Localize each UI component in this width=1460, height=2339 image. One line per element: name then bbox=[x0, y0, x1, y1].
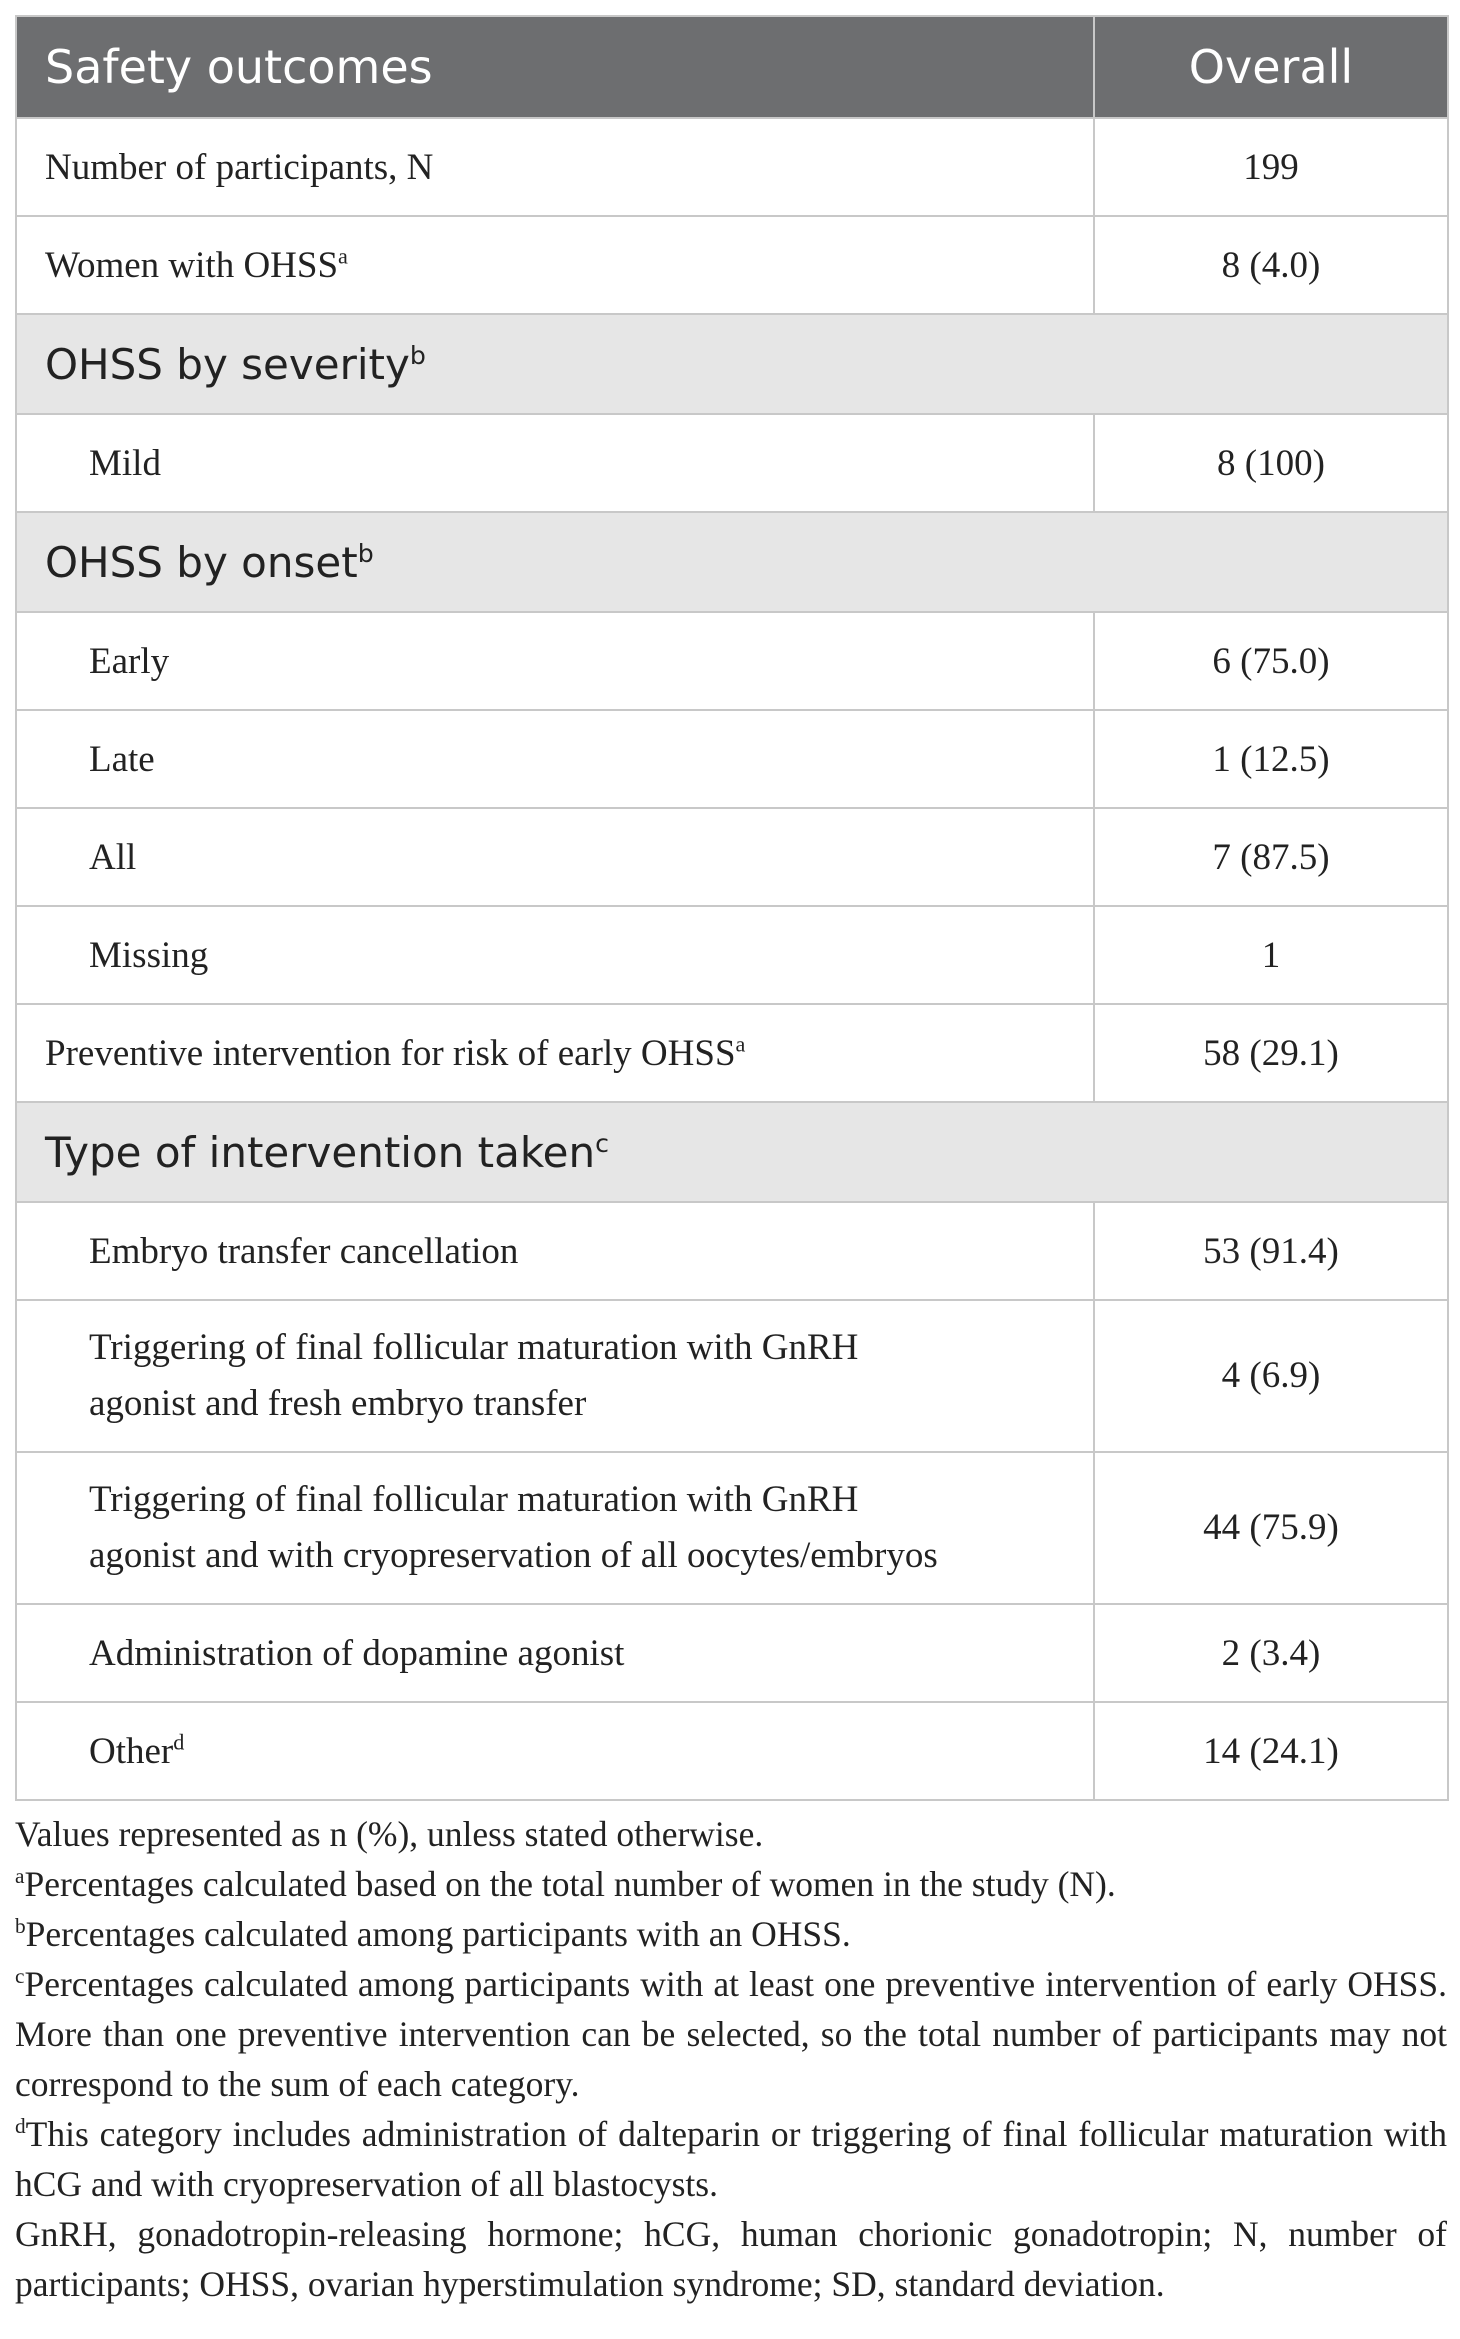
row-value: 4 (6.9) bbox=[1094, 1300, 1448, 1452]
row-value: 199 bbox=[1094, 118, 1448, 216]
footnote-a: $^a$Percentages calculated based on the total number of women in the study (N). bbox=[15, 1864, 1116, 1904]
column-header-safety-outcomes: Safety outcomes bbox=[16, 16, 1094, 118]
row-value: 8 (100) bbox=[1094, 414, 1448, 512]
table-row bbox=[16, 1004, 1448, 1102]
row-value: 14 (24.1) bbox=[1094, 1702, 1448, 1800]
table-footnotes bbox=[15, 1809, 1447, 2309]
row-value: 8 (4.0) bbox=[1094, 216, 1448, 314]
table-row bbox=[16, 414, 1448, 512]
row-label: Triggering of final follicular maturation with GnRH agonist and fresh embryo transfer bbox=[16, 1300, 1094, 1452]
section-row bbox=[16, 512, 1448, 612]
row-label: Embryo transfer cancellation bbox=[16, 1202, 1094, 1300]
row-label: Late bbox=[16, 710, 1094, 808]
table-row bbox=[16, 1702, 1448, 1800]
row-value: 2 (3.4) bbox=[1094, 1604, 1448, 1702]
table-row bbox=[16, 1604, 1448, 1702]
row-value: 6 (75.0) bbox=[1094, 612, 1448, 710]
row-label: Other$^d$ bbox=[16, 1702, 1094, 1800]
column-header-overall: Overall bbox=[1094, 16, 1448, 118]
row-label: Preventive intervention for risk of early OHSS$^a$ bbox=[16, 1004, 1094, 1102]
row-label: Mild bbox=[16, 414, 1094, 512]
table-header-row bbox=[16, 16, 1448, 118]
footnote-d: $^d$This category includes administration of dalteparin or triggering of final follicular maturation with hCG and with cryopreservation of all blastocysts. bbox=[15, 2114, 1447, 2204]
table-row bbox=[16, 808, 1448, 906]
row-label: Triggering of final follicular maturation with GnRH agonist and with cryopreservation of all oocytes/embryos bbox=[16, 1452, 1094, 1604]
safety-outcomes-table-container bbox=[15, 15, 1447, 2309]
row-label: All bbox=[16, 808, 1094, 906]
section-heading: OHSS by onset$^b$ bbox=[16, 512, 1448, 612]
safety-outcomes-table bbox=[15, 15, 1449, 1801]
table-row bbox=[16, 710, 1448, 808]
footnote-general: Values represented as n (%), unless stated otherwise. bbox=[15, 1814, 764, 1854]
table-row bbox=[16, 1202, 1448, 1300]
row-value: 1 bbox=[1094, 906, 1448, 1004]
footnote-b: $^b$Percentages calculated among participants with an OHSS. bbox=[15, 1914, 851, 1954]
row-label: Early bbox=[16, 612, 1094, 710]
section-heading: OHSS by severity$^b$ bbox=[16, 314, 1448, 414]
section-row bbox=[16, 314, 1448, 414]
table-row bbox=[16, 906, 1448, 1004]
table-row bbox=[16, 216, 1448, 314]
row-value: 1 (12.5) bbox=[1094, 710, 1448, 808]
row-label: Women with OHSS$^a$ bbox=[16, 216, 1094, 314]
row-value: 53 (91.4) bbox=[1094, 1202, 1448, 1300]
row-value: 44 (75.9) bbox=[1094, 1452, 1448, 1604]
table-row bbox=[16, 1452, 1448, 1604]
table-row bbox=[16, 118, 1448, 216]
row-label: Number of participants, N bbox=[16, 118, 1094, 216]
section-heading: Type of intervention taken$^c$ bbox=[16, 1102, 1448, 1202]
row-value: 58 (29.1) bbox=[1094, 1004, 1448, 1102]
table-row bbox=[16, 1300, 1448, 1452]
section-row bbox=[16, 1102, 1448, 1202]
row-value: 7 (87.5) bbox=[1094, 808, 1448, 906]
table-row bbox=[16, 612, 1448, 710]
row-label: Administration of dopamine agonist bbox=[16, 1604, 1094, 1702]
footnote-c: $^c$Percentages calculated among participants with at least one preventive intervention of early OHSS. More than one preventive intervention can be selected, so the total number of participants may not correspond to the sum of each category. bbox=[15, 1964, 1447, 2104]
footnote-abbreviations: GnRH, gonadotropin-releasing hormone; hCG, human chorionic gonadotropin; N, number of participants; OHSS, ovarian hyperstimulation syndrome; SD, standard deviation. bbox=[15, 2214, 1447, 2304]
row-label: Missing bbox=[16, 906, 1094, 1004]
